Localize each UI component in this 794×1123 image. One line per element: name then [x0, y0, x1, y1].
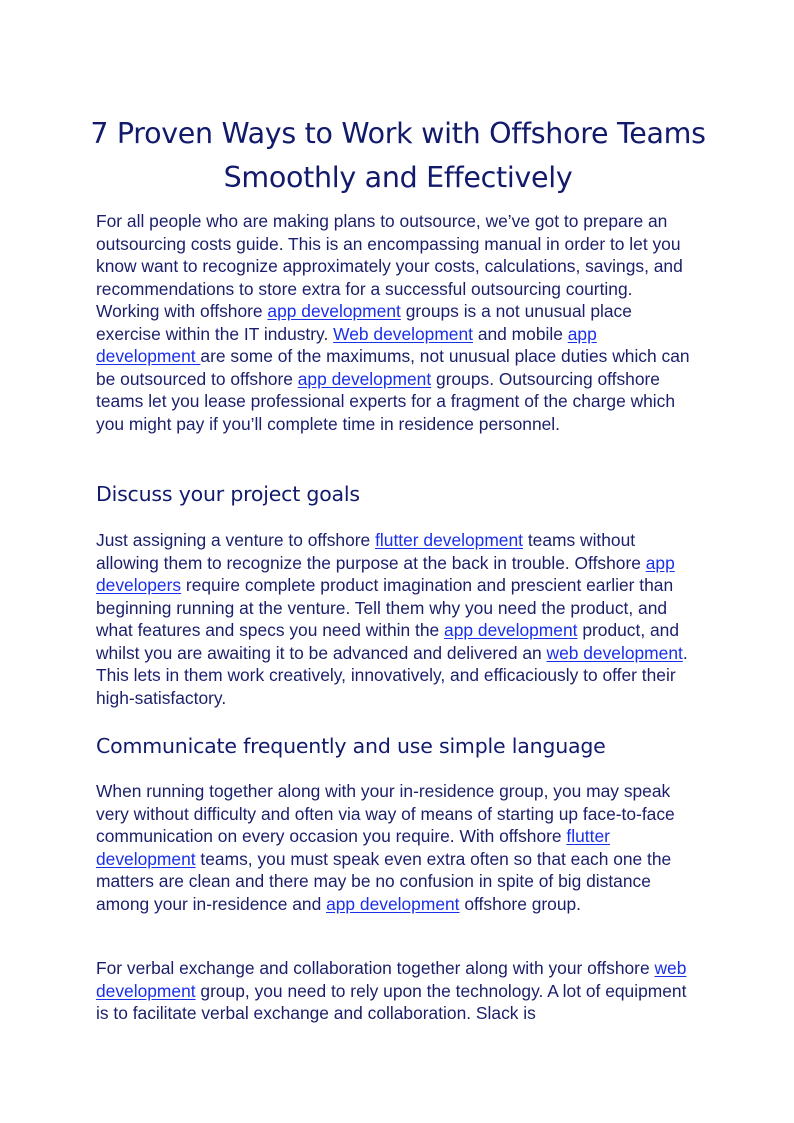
page-title: 7 Proven Ways to Work with Offshore Teams Smoothly and Effectively — [90, 117, 706, 194]
app-development-link[interactable]: app development — [297, 368, 432, 389]
app-developers-link[interactable]: app developers — [96, 552, 675, 595]
web-development-link[interactable]: web development — [546, 642, 683, 663]
paragraph-text: groups is a not unusual place exercise within the IT industry. — [96, 301, 632, 344]
flutter-development-link[interactable]: flutter development — [96, 826, 610, 869]
paragraph-text: product, and whilst you are awaiting it to be advanced and delivered an — [96, 620, 680, 663]
paragraph-text: and mobile — [472, 323, 568, 344]
paragraph-text: . This lets in them work creatively, innovatively, and efficaciously to offer their high-satisfactory. — [96, 642, 688, 708]
paragraph-text: groups. Outsourcing offshore teams let you lease professional experts for a fragment of the charge which you might pay if you’ll complete time in residence personnel. — [96, 368, 676, 434]
paragraph-text: When running together along with your in-residence group, you may speak very without difficulty and often via way of means of starting up face-to-face communication on every occasion you require. With offshore — [96, 781, 675, 846]
app-development-link[interactable]: app development — [96, 323, 597, 366]
app-development-link[interactable]: app development — [326, 893, 460, 914]
paragraph-text: are some of the maximums, not unusual place duties which can be outsourced to offshore — [96, 346, 690, 389]
collaboration-paragraph — [96, 957, 700, 1025]
communicate-paragraph — [96, 780, 700, 915]
section-heading-communicate: Communicate frequently and use simple language — [96, 734, 606, 758]
web-development-link[interactable]: web development — [96, 958, 687, 1001]
flutter-development-link[interactable]: flutter development — [375, 530, 523, 550]
intro-paragraph — [96, 210, 700, 435]
web-development-link[interactable]: Web development — [333, 323, 473, 344]
section-heading-project-goals: Discuss your project goals — [96, 482, 360, 506]
app-development-link[interactable]: app development — [267, 301, 401, 321]
paragraph-text: group, you need to rely upon the technology. A lot of equipment is to facilitate verbal exchange and collaboration. Slack is — [96, 980, 687, 1023]
paragraph-text: offshore group. — [459, 893, 582, 914]
paragraph-text: require complete product imagination and prescient earlier than beginning running at the venture. Tell them why you need the product, and what features and specs you need within the — [96, 575, 674, 640]
paragraph-text: Just assigning a venture to offshore — [96, 530, 376, 550]
app-development-link[interactable]: app development — [444, 620, 578, 640]
paragraph-text: teams without allowing them to recognize the purpose at the back in trouble. Offshore — [96, 530, 646, 573]
project-goals-paragraph — [96, 529, 700, 709]
paragraph-text: For all people who are making plans to outsource, we’ve got to prepare an outsourcing costs guide. This is an encompassing manual in order to let you know want to recognize approximately your costs, calculations, savings, and recommendations to store extra for a successful outsourcing courting. Working with offshore — [96, 211, 683, 321]
paragraph-text: For verbal exchange and collaboration together along with your offshore — [96, 958, 655, 978]
paragraph-text: teams, you must speak even extra often so that each one the matters are clean and there may be no confusion in spite of big distance among your in-residence and — [96, 848, 672, 914]
